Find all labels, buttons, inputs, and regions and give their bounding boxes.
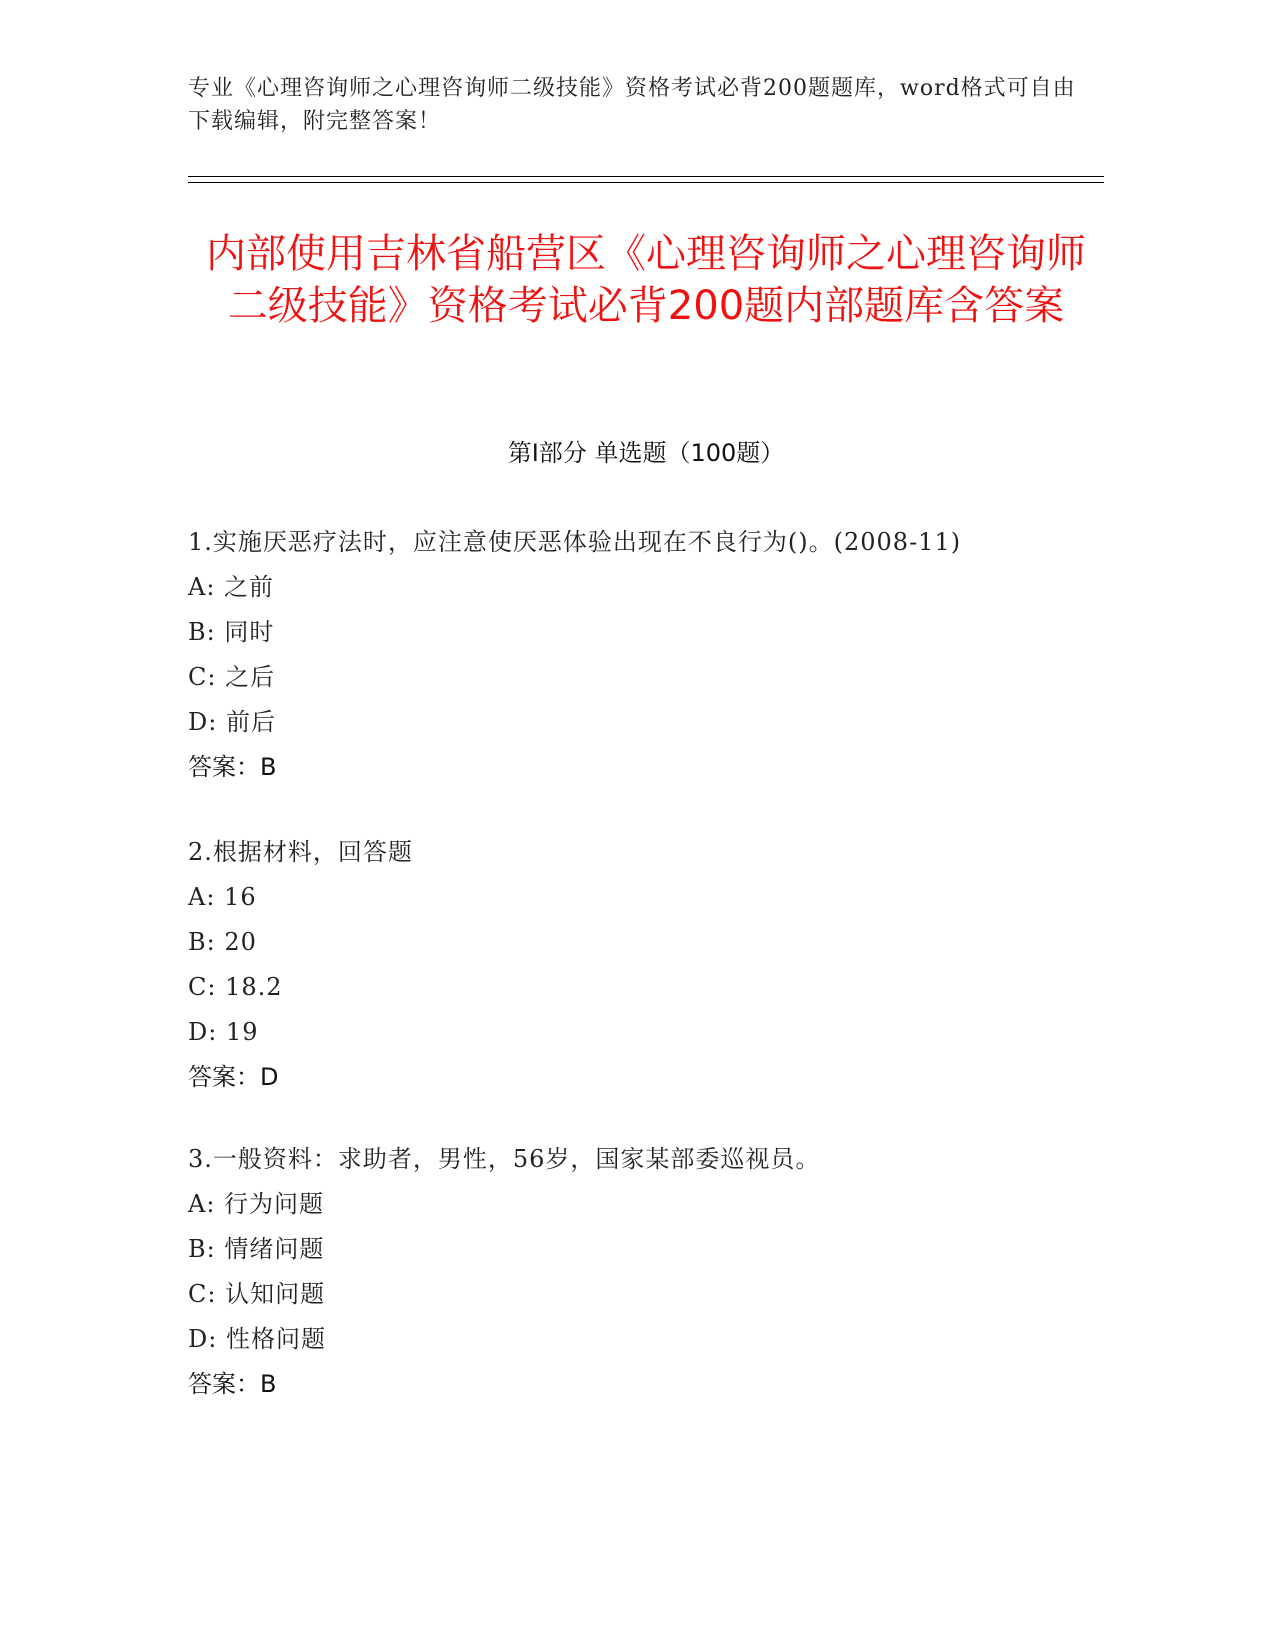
question-stem: 3.一般资料：求助者，男性，56岁，国家某部委巡视员。 xyxy=(188,1145,821,1173)
question-3 xyxy=(188,1137,1104,1407)
answer: 答案：B xyxy=(188,1370,277,1398)
option-c: C: 认知问题 xyxy=(188,1280,326,1308)
question-1 xyxy=(188,520,1104,790)
option-b: B: 情绪问题 xyxy=(188,1235,325,1263)
option-d: D: 性格问题 xyxy=(188,1325,326,1353)
option-a: A: 行为问题 xyxy=(188,1190,325,1218)
option-b: B: 20 xyxy=(188,928,257,956)
answer: 答案：D xyxy=(188,1063,279,1091)
option-d: D: 前后 xyxy=(188,708,276,736)
answer: 答案：B xyxy=(188,753,277,781)
question-stem: 2.根据材料，回答题 xyxy=(188,838,413,866)
option-d: D: 19 xyxy=(188,1018,259,1046)
document-title: 内部使用吉林省船营区《心理咨询师之心理咨询师二级技能》资格考试必背200题内部题库含答案 xyxy=(206,231,1086,329)
option-a: A: 16 xyxy=(188,883,257,911)
header-divider-bottom xyxy=(188,182,1104,183)
question-stem: 1.实施厌恶疗法时，应注意使厌恶体验出现在不良行为()。(2008-11) xyxy=(188,528,962,556)
option-c: C: 之后 xyxy=(188,663,276,691)
header-divider-top xyxy=(188,176,1104,177)
option-b: B: 同时 xyxy=(188,618,275,646)
option-c: C: 18.2 xyxy=(188,973,283,1001)
question-2 xyxy=(188,830,1104,1100)
header-note: 专业《心理咨询师之心理咨询师二级技能》资格考试必背200题题库，word格式可自由下载编辑，附完整答案！ xyxy=(188,76,1076,134)
section-title: 第I部分 单选题（100题） xyxy=(507,439,785,467)
option-a: A: 之前 xyxy=(188,573,275,601)
